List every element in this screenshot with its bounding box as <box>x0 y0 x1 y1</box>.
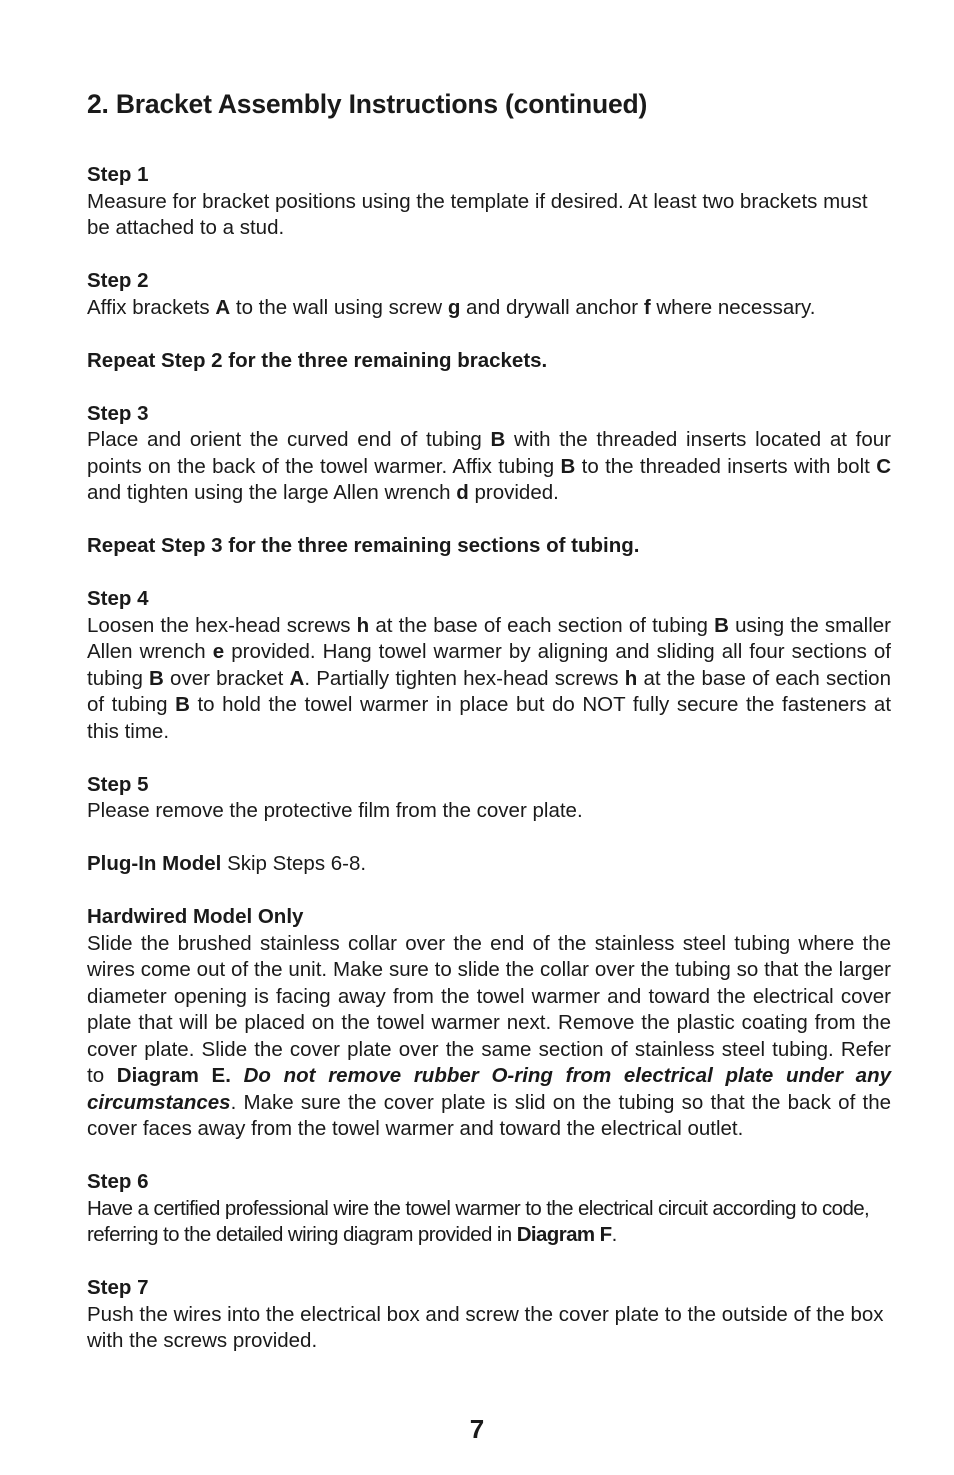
part-label: B <box>560 454 576 478</box>
text-run: . <box>611 1223 617 1246</box>
step-7-text: Push the wires into the electrical box and screw the cover plate to the outside of the box with the screws provided. <box>87 1302 884 1352</box>
hardwired-model-text <box>87 931 891 1143</box>
step-6-text <box>87 1196 891 1249</box>
part-label: d <box>456 481 469 504</box>
text-run: to hold the towel warmer in place but do NOT fully secure the fasteners at this time. <box>87 693 892 743</box>
text-run: Loosen the hex-head screws <box>87 613 357 637</box>
part-label: g <box>447 295 461 319</box>
part-label: B <box>714 613 729 637</box>
part-label: B <box>149 666 164 690</box>
text-run: Place and orient the curved end of tubing <box>87 428 491 451</box>
text-run: at the base of each section of tubing <box>369 613 715 637</box>
step-3-heading: Step 3 <box>87 401 149 425</box>
text-run: provided. Hang towel warmer by aligning and sliding all four sections of tubing <box>87 640 892 690</box>
text-run: over bracket <box>163 666 290 690</box>
text-run: at the base of each section of tubing <box>87 666 891 716</box>
part-label: h <box>356 613 370 637</box>
diagram-reference: Diagram F <box>516 1223 612 1246</box>
text-run: . Make sure the cover plate is slid on the tubing so that the back of the cover faces away from the towel warmer and toward the electrical outlet. <box>87 1090 891 1140</box>
plug-in-model-label: Plug-In Model <box>87 852 222 875</box>
part-label: A <box>289 666 305 690</box>
repeat-step-2-text: Repeat Step 2 for the three remaining brackets. <box>87 348 548 372</box>
repeat-step-2-note <box>87 348 891 375</box>
step-5-text: Please remove the protective film from the cover plate. <box>87 799 583 822</box>
text-run: Slide the brushed stainless collar over the end of the stainless steel tubing where the wires come out of the unit. Make sure to slide the collar over the tubing so that the larger diameter opening is facing away from the towel warmer and toward the electrical cover plate that will be placed on the towel warmer next. Remove the plastic coating from the cover plate. Slide the cover plate over the same section of stainless steel tubing. Refer to <box>87 931 891 1087</box>
plug-in-model-text <box>87 851 891 878</box>
page-number: 7 <box>469 1414 485 1444</box>
step-7-heading: Step 7 <box>87 1276 149 1299</box>
hardwired-model-section <box>87 904 891 1143</box>
step-1-text: Measure for bracket positions using the template if desired. At least two brackets must be attached to a stud. <box>87 189 868 239</box>
step-2-heading: Step 2 <box>87 269 149 292</box>
text-run: . Partially tighten hex-head screws <box>304 666 625 690</box>
text-run: and tighten using the large Allen wrench <box>87 481 457 504</box>
step-6-section <box>87 1169 891 1249</box>
repeat-step-3-text: Repeat Step 3 for the three remaining sections of tubing. <box>87 534 640 557</box>
part-label: C <box>876 454 891 478</box>
step-6-heading: Step 6 <box>87 1170 149 1193</box>
part-label: f <box>643 295 651 319</box>
part-label: B <box>175 693 190 716</box>
step-4-text <box>87 613 891 746</box>
text-run: Have a certified professional wire the towel warmer to the electrical circuit according to code, referring to the detailed wiring diagram provided in <box>87 1196 870 1246</box>
part-label: h <box>624 666 638 690</box>
step-4-heading: Step 4 <box>87 587 149 610</box>
text-run: where necessary. <box>650 295 816 319</box>
page-title: 2. Bracket Assembly Instructions (continued) <box>87 89 648 119</box>
step-7-section <box>87 1275 891 1355</box>
text-run: to the wall using screw <box>230 295 448 319</box>
diagram-reference: Diagram E. <box>116 1064 231 1087</box>
plug-in-model-note <box>87 851 891 878</box>
step-1-heading: Step 1 <box>87 163 149 186</box>
document-page <box>87 86 891 1381</box>
step-2-text <box>87 295 891 322</box>
text-run: provided. <box>468 481 559 504</box>
text-run: to the threaded inserts with bolt <box>575 454 877 478</box>
hardwired-model-heading: Hardwired Model Only <box>87 905 304 928</box>
step-4-section <box>87 586 891 745</box>
text-run: with the threaded inserts located at four points on the back of the towel warmer. Affix tubing <box>87 428 892 478</box>
part-label: A <box>215 295 231 319</box>
text-run: and drywall anchor <box>460 295 644 319</box>
text-run <box>231 1064 244 1087</box>
text-run: Affix brackets <box>87 295 216 319</box>
step-5-section <box>87 772 891 825</box>
step-2-section <box>87 268 891 321</box>
part-label: B <box>490 428 506 451</box>
step-5-heading: Step 5 <box>87 772 149 796</box>
step-3-section <box>87 401 891 507</box>
part-label: e <box>212 640 225 663</box>
step-1-section <box>87 162 891 242</box>
step-3-text <box>87 427 891 507</box>
warning-text: Do not remove rubber O-ring from electrical plate under any circumstances <box>87 1064 891 1114</box>
repeat-step-3-note <box>87 533 891 560</box>
text-run: using the smaller Allen wrench <box>87 613 891 663</box>
text-run: Skip Steps 6-8. <box>221 852 367 875</box>
